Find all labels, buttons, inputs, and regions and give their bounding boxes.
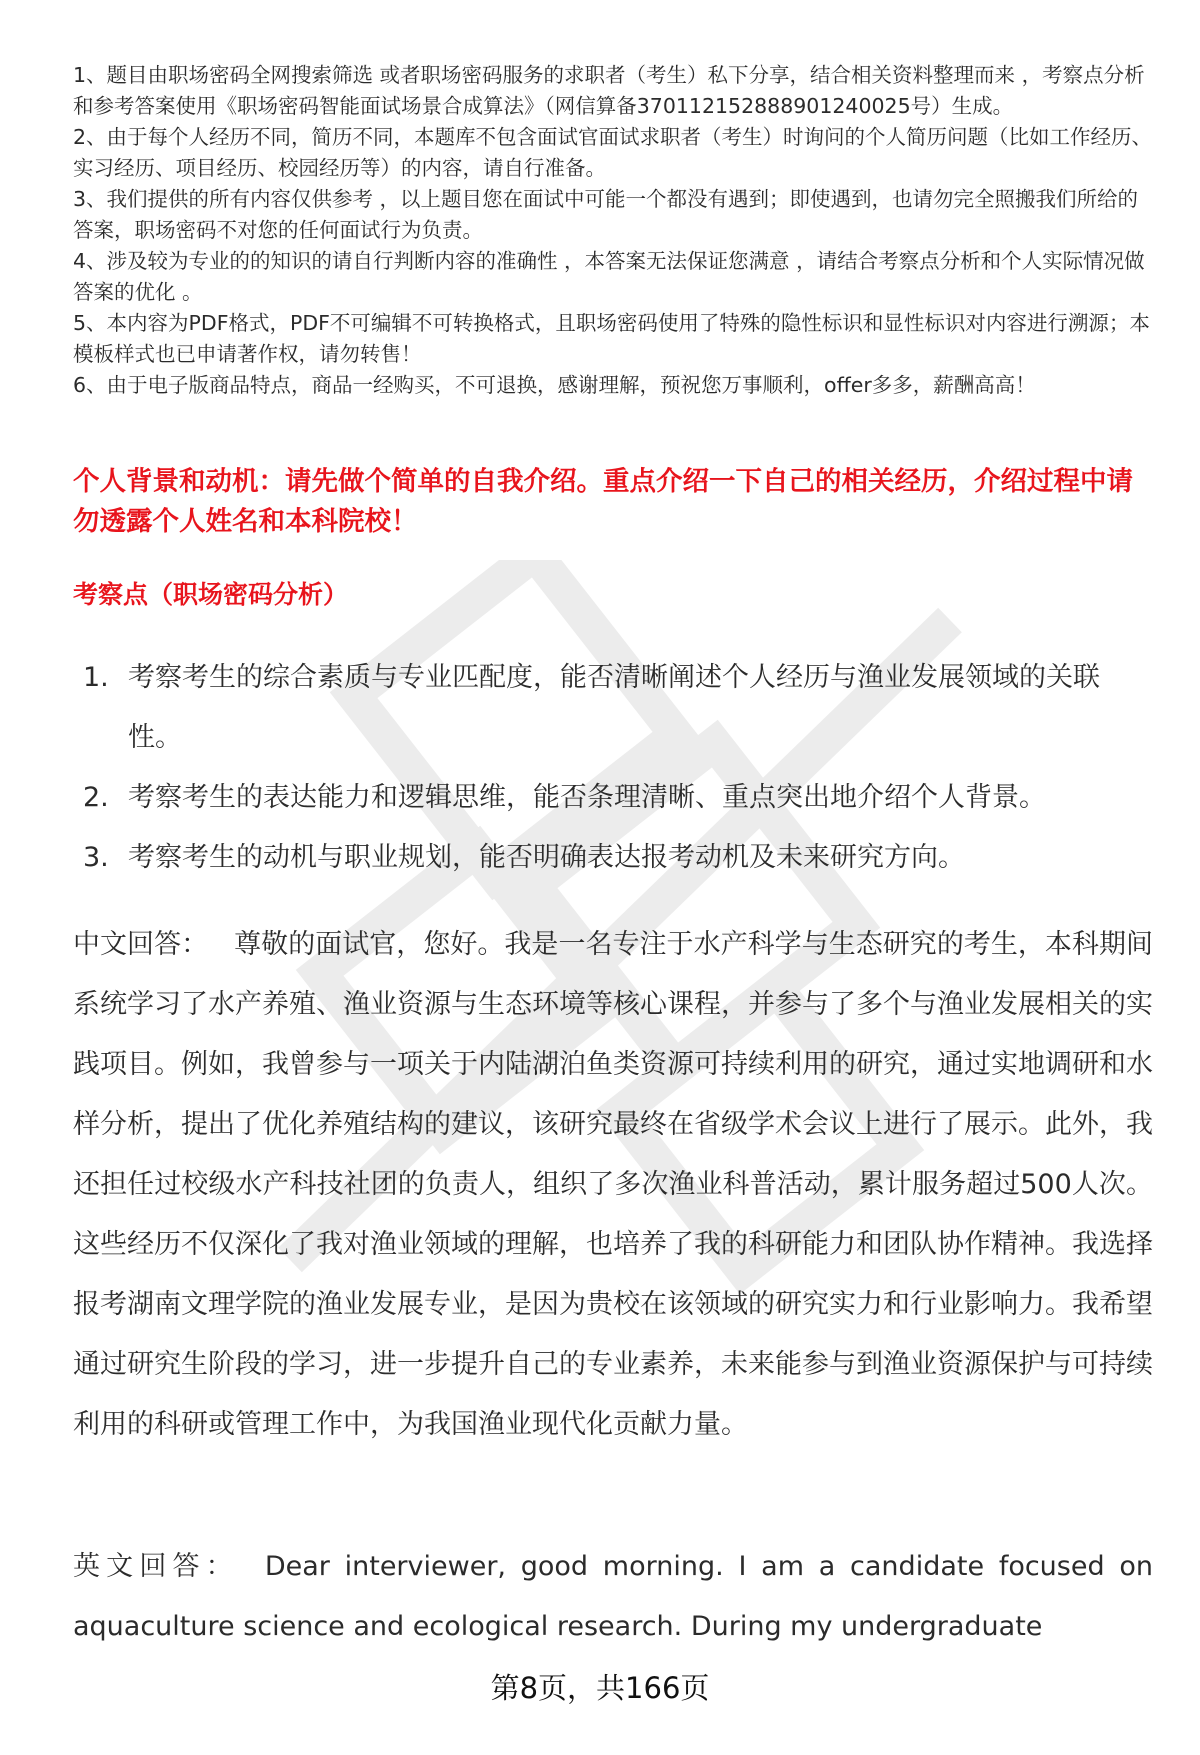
assessment-point	[73, 828, 1153, 888]
disclaimer-notes	[73, 60, 1153, 401]
point-text: 考察考生的表达能力和逻辑思维，能否条理清晰、重点突出地介绍个人背景。	[128, 782, 1046, 813]
interview-question: 个人背景和动机：请先做个简单的自我介绍。重点介绍一下自己的相关经历，介绍过程中请勿透露个人姓名和本科院校！	[73, 466, 1133, 537]
disclaimer-item: 4、涉及较为专业的的知识的请自行判断内容的准确性 ，本答案无法保证您满意 ，请结合考察点分析和个人实际情况做答案的优化 。	[73, 249, 1145, 304]
english-answer	[73, 1537, 1153, 1657]
page-number-footer: 第8页，共166页	[490, 1671, 710, 1705]
chinese-answer-label: 中文回答：	[73, 929, 209, 960]
disclaimer-item: 2、由于每个人经历不同，简历不同，本题库不包含面试官面试求职者（考生）时询问的个人简历问题（比如工作经历、实习经历、项目经历、校园经历等）的内容，请自行准备。	[73, 125, 1153, 180]
disclaimer-item: 5、本内容为PDF格式，PDF不可编辑不可转换格式，且职场密码使用了特殊的隐性标识和显性标识对内容进行溯源；本模板样式也已申请著作权，请勿转售！	[73, 311, 1150, 366]
disclaimer-item: 3、我们提供的所有内容仅供参考 ，以上题目您在面试中可能一个都没有遇到；即使遇到，也请勿完全照搬我们所给的答案，职场密码不对您的任何面试行为负责。	[73, 187, 1139, 242]
point-text: 考察考生的综合素质与专业匹配度，能否清晰阐述个人经历与渔业发展领域的关联性。	[128, 662, 1100, 753]
chinese-answer	[73, 915, 1153, 1455]
disclaimer-item: 6、由于电子版商品特点，商品一经购买，不可退换，感谢理解，预祝您万事顺利，offer多多，薪酬高高！	[73, 373, 1036, 397]
point-number: 3.	[83, 842, 109, 873]
point-number: 2.	[83, 782, 109, 813]
english-answer-text: Dear interviewer, good morning. I am a candidate focused on aquaculture science and ecological research. During my undergraduate	[73, 1551, 1153, 1642]
chinese-answer-text: 尊敬的面试官，您好。我是一名专注于水产科学与生态研究的考生，本科期间系统学习了水产养殖、渔业资源与生态环境等核心课程，并参与了多个与渔业发展相关的实践项目。例如，我曾参与一项关于内陆湖泊鱼类资源可持续利用的研究，通过实地调研和水样分析，提出了优化养殖结构的建议，该研究最终在省级学术会议上进行了展示。此外，我还担任过校级水产科技社团的负责人，组织了多次渔业科普活动，累计服务超过500人次。这些经历不仅深化了我对渔业领域的理解，也培养了我的科研能力和团队协作精神。我选择报考湖南文理学院的渔业发展专业，是因为贵校在该领域的研究实力和行业影响力。我希望通过研究生阶段的学习，进一步提升自己的专业素养，未来能参与到渔业资源保护与可持续利用的科研或管理工作中，为我国渔业现代化贡献力量。	[73, 929, 1154, 1440]
assessment-point	[73, 768, 1153, 828]
assessment-points	[73, 648, 1153, 888]
english-answer-label: 英文回答：	[73, 1551, 239, 1582]
assessment-point	[73, 648, 1153, 768]
section-title: 考察点（职场密码分析）	[73, 580, 349, 609]
point-text: 考察考生的动机与职业规划，能否明确表达报考动机及未来研究方向。	[128, 842, 965, 873]
disclaimer-item: 1、题目由职场密码全网搜索筛选 或者职场密码服务的求职者（考生）私下分享，结合相关资料整理而来 ，考察点分析和参考答案使用《职场密码智能面试场景合成算法》（网信算备370112152888901240025号）生成。	[73, 63, 1145, 118]
point-number: 1.	[83, 662, 109, 693]
